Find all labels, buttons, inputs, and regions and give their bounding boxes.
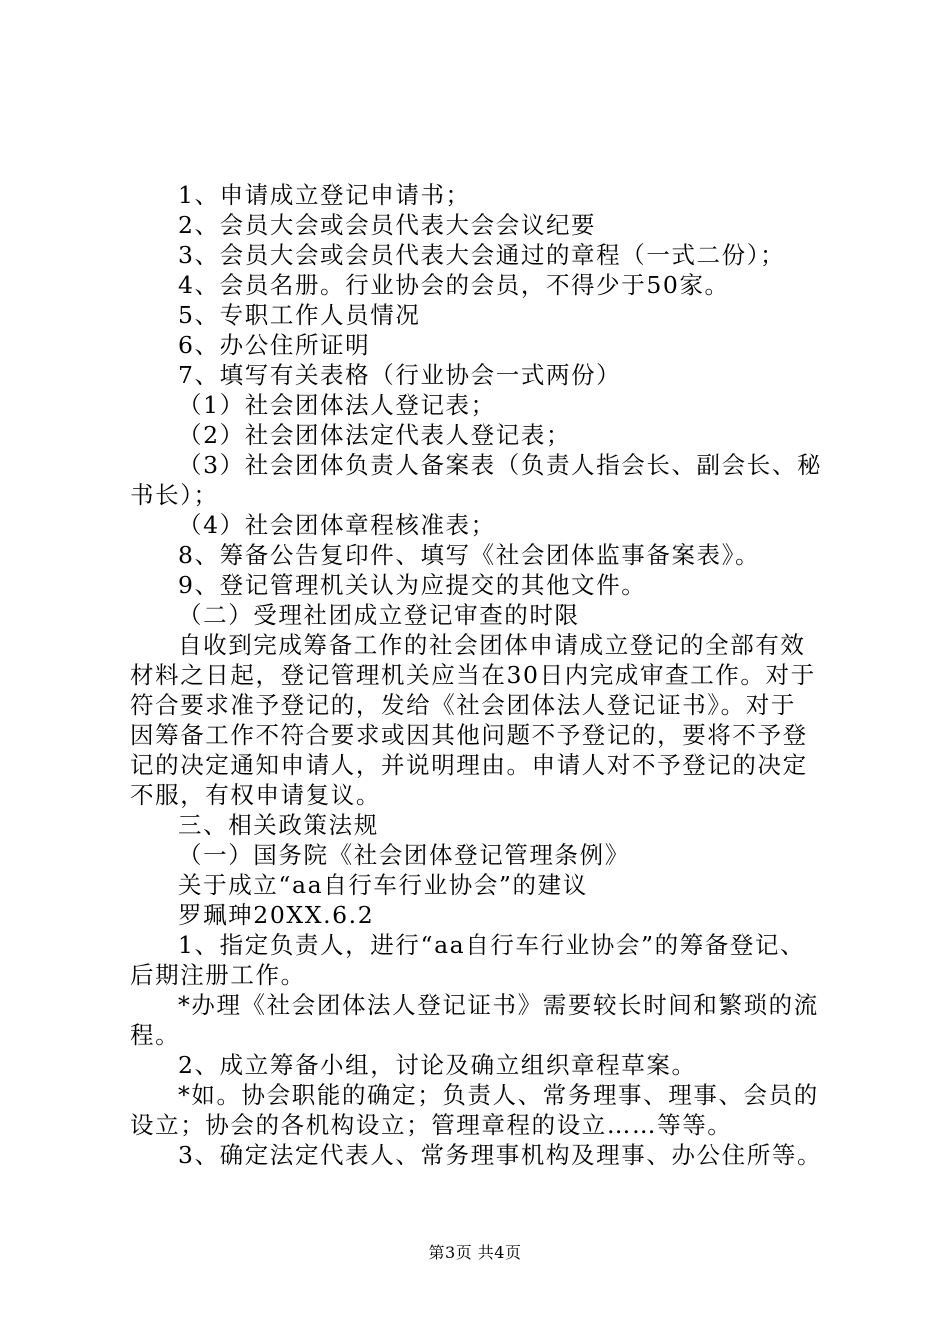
text-line: *办理《社会团体法人登记证书》需要较长时间和繁琐的流: [178, 991, 819, 1019]
text-line: 程。: [130, 1021, 181, 1049]
section-heading: （一）国务院《社会团体登记管理条例》: [178, 841, 630, 869]
text-line: （3）社会团体负责人备案表（负责人指会长、副会长、秘: [178, 451, 823, 479]
text-line: （2）社会团体法定代表人登记表；: [178, 421, 572, 449]
text-line: （1）社会团体法人登记表；: [178, 391, 496, 419]
text-line: （4）社会团体章程核准表；: [178, 511, 496, 539]
page-footer: 第3页 共4页: [428, 1243, 522, 1262]
text-line: 自收到完成筹备工作的社会团体申请成立登记的全部有效: [178, 631, 806, 659]
text-line: 不服，有权申请复议。: [130, 781, 381, 809]
text-line: 3、确定法定代表人、常务理事机构及理事、办公住所等。: [178, 1141, 823, 1169]
text-line: 6、办公住所证明: [178, 331, 371, 359]
text-line: 7、填写有关表格（行业协会一式两份）: [178, 361, 622, 389]
text-line: 符合要求准予登记的，发给《社会团体法人登记证书》。对于: [130, 691, 796, 719]
text-line: 2、会员大会或会员代表大会会议纪要: [178, 211, 597, 239]
text-line: 书长）；: [130, 481, 219, 509]
text-line: 9、登记管理机关认为应提交的其他文件。: [178, 571, 647, 599]
author-date: 罗珮珅20XX.6.2: [178, 901, 375, 929]
text-line: 记的决定通知申请人，并说明理由。申请人对不予登记的决定: [130, 751, 808, 779]
text-line: 5、专职工作人员情况: [178, 301, 421, 329]
text-line: 8、筹备公告复印件、填写《社会团体监事备案表》。: [178, 541, 761, 569]
text-line: 4、会员名册。行业协会的会员，不得少于50家。: [178, 271, 730, 299]
text-line: 后期注册工作。: [130, 961, 306, 989]
text-line: 因筹备工作不符合要求或因其他问题不予登记的，要将不予登: [130, 721, 808, 749]
text-line: 1、申请成立登记申请书；: [178, 181, 471, 209]
text-line: *如。协会职能的确定；负责人、常务理事、理事、会员的: [178, 1081, 819, 1109]
section-heading: 三、相关政策法规: [178, 811, 379, 839]
text-line: 2、成立筹备小组，讨论及确立组织章程草案。: [178, 1051, 697, 1079]
text-line: 3、会员大会或会员代表大会通过的章程（一式二份）；: [178, 241, 786, 269]
text-line: 设立；协会的各机构设立；管理章程的设立……等等。: [130, 1111, 733, 1139]
document-title: 关于成立“aa自行车行业协会”的建议: [178, 871, 588, 899]
text-line: 1、指定负责人，进行“aa自行车行业协会”的筹备登记、: [178, 931, 806, 959]
text-line: 材料之日起，登记管理机关应当在30日内完成审查工作。对于: [130, 661, 816, 689]
section-heading: （二）受理社团成立登记审查的时限: [178, 601, 580, 629]
